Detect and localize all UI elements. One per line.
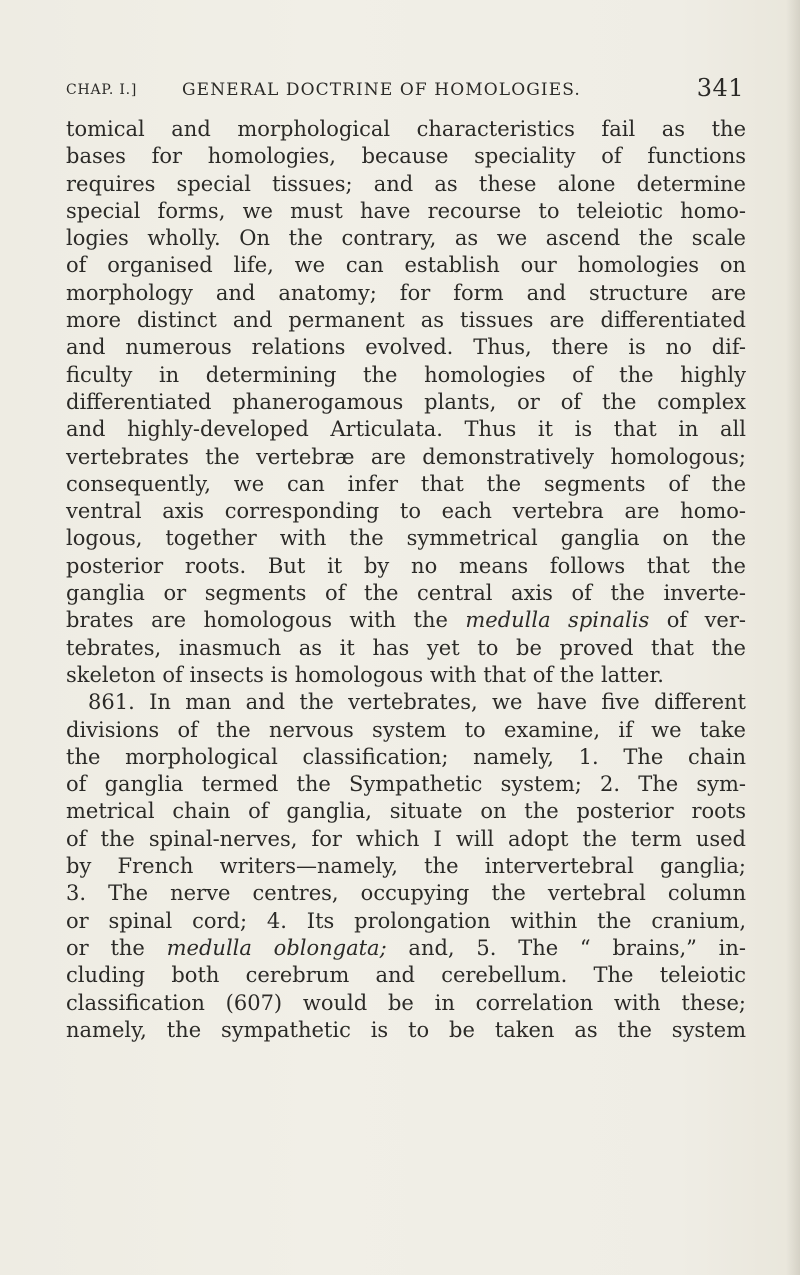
text-line: posterior roots. But it by no means follows that the — [66, 553, 746, 578]
text-line: logies wholly. On the contrary, as we ascend the scale — [66, 226, 746, 251]
text-line: or spinal cord; 4. Its prolongation within the cranium, — [66, 908, 746, 933]
text-line: metrical chain of ganglia, situate on the posterior roots — [66, 799, 746, 824]
text-line: by French writers—namely, the intervertebral ganglia; — [66, 854, 746, 879]
text-line: ventral axis corresponding to each vertebra are homo- — [66, 499, 746, 524]
text-line: of organised life, we can establish our homologies on — [66, 253, 746, 278]
text-line: and highly-developed Articulata. Thus it is that in all — [66, 417, 746, 442]
text-segment: brates are homologous with the — [66, 608, 466, 633]
text-line: namely, the sympathetic is to be taken as the system — [66, 1017, 746, 1042]
text-line: more distinct and permanent as tissues are differentiated — [66, 308, 746, 333]
body-text — [66, 116, 746, 1044]
text-line: bases for homologies, because speciality of functions — [66, 144, 746, 169]
text-line: tomical and morphological characteristics fail as the — [66, 117, 746, 141]
text-line — [66, 607, 746, 634]
text-line: ficulty in determining the homologies of the highly — [66, 362, 746, 387]
text-line: morphology and anatomy; for form and structure are — [66, 280, 746, 305]
text-line: and numerous relations evolved. Thus, there is no dif- — [66, 335, 746, 360]
text-line: the morphological classification; namely, 1. The chain — [66, 744, 746, 769]
paragraph-start-line: 861. In man and the vertebrates, we have five different — [88, 690, 746, 715]
chapter-reference: CHAP. I.] — [66, 82, 138, 98]
text-line: tebrates, inasmuch as it has yet to be proved that the — [66, 635, 746, 660]
text-line: ganglia or segments of the central axis of the inverte- — [66, 581, 746, 606]
running-header — [66, 74, 744, 108]
running-title: GENERAL DOCTRINE OF HOMOLOGIES. — [182, 80, 581, 100]
text-line: special forms, we must have recourse to teleiotic homo- — [66, 198, 746, 223]
page-number: 341 — [696, 74, 744, 102]
text-line: consequently, we can infer that the segments of the — [66, 471, 746, 496]
text-line: classification (607) would be in correlation with these; — [66, 990, 746, 1015]
text-segment: and, 5. The “ brains,” in- — [386, 935, 746, 960]
italic-term: medulla oblongata; — [166, 935, 387, 960]
text-line: 3. The nerve centres, occupying the vertebral column — [66, 881, 746, 906]
page-edge-shadow — [786, 0, 800, 1275]
text-line: requires special tissues; and as these alone determine — [66, 171, 746, 196]
text-line: skeleton of insects is homologous with that of the latter. — [66, 662, 664, 687]
text-line — [66, 935, 746, 962]
text-line: differentiated phanerogamous plants, or of the complex — [66, 389, 746, 414]
text-line: logous, together with the symmetrical ganglia on the — [66, 526, 746, 551]
text-line: cluding both cerebrum and cerebellum. The teleiotic — [66, 963, 746, 988]
text-line: divisions of the nervous system to examine, if we take — [66, 717, 746, 742]
italic-term: medulla spinalis — [465, 608, 650, 633]
text-segment: or the — [66, 935, 167, 960]
text-line: of ganglia termed the Sympathetic system; 2. The sym- — [66, 772, 746, 797]
text-segment: of ver- — [649, 608, 746, 633]
text-line: of the spinal-nerves, for which I will adopt the term used — [66, 826, 746, 851]
text-line: vertebrates the vertebræ are demonstratively homologous; — [66, 444, 746, 469]
